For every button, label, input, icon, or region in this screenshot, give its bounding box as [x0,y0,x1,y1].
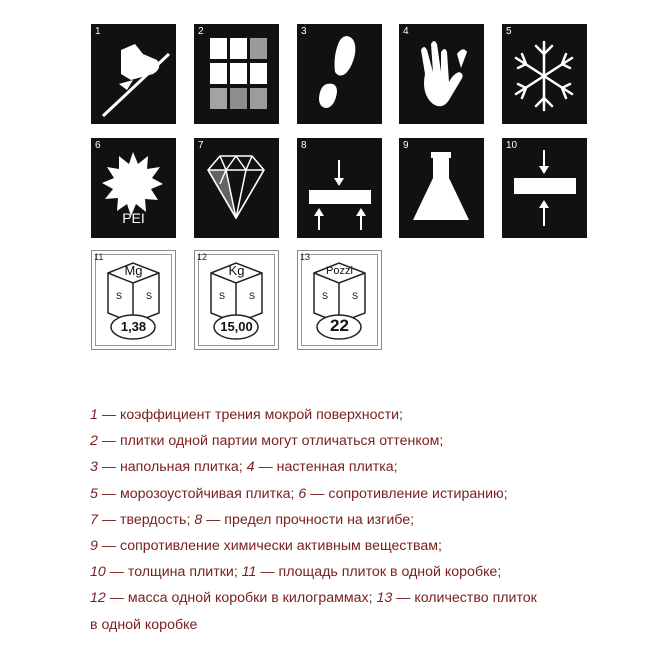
icon-number: 11 [94,252,104,262]
box-side-right: S [249,291,256,301]
legend-text: — коэффициент трения мокрой поверхности; [97,407,403,423]
bending-test-icon [297,138,382,238]
legend-line [90,454,650,480]
icon-number: 8 [301,140,307,151]
flask-icon [399,138,484,238]
legend-line [90,612,650,638]
box-side-left: S [116,291,123,301]
legend-number: 2 [90,433,98,450]
legend-text: — сопротивление истиранию; [306,485,508,502]
icon-number: 4 [403,26,409,37]
icon-hardness [194,138,279,238]
legend-number: 5 [90,485,98,502]
icon-number: 3 [301,26,307,37]
legend-text: — сопротивление химически активным веществам; [97,538,442,555]
legend-line [90,585,650,611]
tile-grid-icon [194,24,279,124]
legend-number: 11 [241,564,257,581]
legend-number: 13 [376,590,393,607]
icon-floor-tile [297,24,382,124]
icon-number: 1 [95,26,101,37]
icon-number: 7 [198,140,204,151]
icon-bending-strength [297,138,382,238]
legend-number: 8 [194,511,203,528]
icon-number: 12 [197,252,208,262]
icon-box-weight [194,250,279,350]
icon-number: 10 [506,140,518,151]
legend-text: — настенная плитка; [254,459,398,476]
icon-number: 6 [95,140,101,151]
box-value: 15,00 [220,319,253,334]
legend-line [90,481,650,507]
legend-text: — площадь плиток в одной коробке; [256,564,502,581]
box-side-right: S [146,291,153,301]
icon-number: 13 [300,252,311,262]
legend-number: 4 [246,459,255,476]
icon-tile-thickness [502,138,587,238]
legend-number: 12 [90,590,106,607]
legend-number: 7 [90,511,98,528]
box-side-left: S [219,291,226,301]
legend-line [90,402,650,428]
legend-text: — плитки одной партии могут отличаться оттенком; [97,433,444,450]
legend-number: 9 [90,538,98,555]
icon-shade-variation [194,24,279,124]
legend-text: — твердость; [97,511,195,528]
legend-text: — количество плиток [392,590,537,607]
legend-text: — морозоустойчивая плитка; [97,485,299,502]
pei-label: PEI [122,210,145,226]
box-side-left: S [322,291,329,301]
legend-line [90,533,650,559]
legend-line [90,507,650,533]
icon-chemical-resistance [399,138,484,238]
legend-number: 10 [90,564,106,581]
box-value: 1,38 [120,319,147,334]
box-unit: Kg [228,263,245,278]
legend-text: — напольная плитка; [97,459,247,476]
legend-text: — масса одной коробки в килограммах; [105,590,377,607]
diamond-icon [194,138,279,238]
box-unit: Mg [124,263,143,278]
icon-tiles-per-box [297,250,382,350]
icon-number: 2 [198,26,204,37]
icon-frost-resistant [502,24,587,124]
icon-number: 9 [403,140,409,151]
icon-wall-tile [399,24,484,124]
legend-text: — толщина плитки; [105,564,242,581]
box-side-right: S [352,291,359,301]
legend-line [90,559,650,585]
icon-box-area [91,250,176,350]
legend-text: в одной коробке [90,616,198,633]
snowflake-icon [502,24,587,124]
legend [90,402,650,638]
icon-abrasion-resistance [91,138,176,238]
legend-number: 1 [90,407,98,423]
footprint-icon [297,24,382,124]
legend-line [90,428,650,454]
icon-wet-friction [91,24,176,124]
box-value: 22 [330,316,349,335]
legend-text: — предел прочности на изгибе; [202,511,415,528]
legend-number: 3 [90,459,98,476]
thickness-icon [502,138,587,238]
legend-number: 6 [298,485,307,502]
icon-number: 5 [506,26,512,37]
shoe-slip-icon [91,24,176,124]
handprint-icon [399,24,484,124]
box-unit: Pozzi [326,265,353,277]
